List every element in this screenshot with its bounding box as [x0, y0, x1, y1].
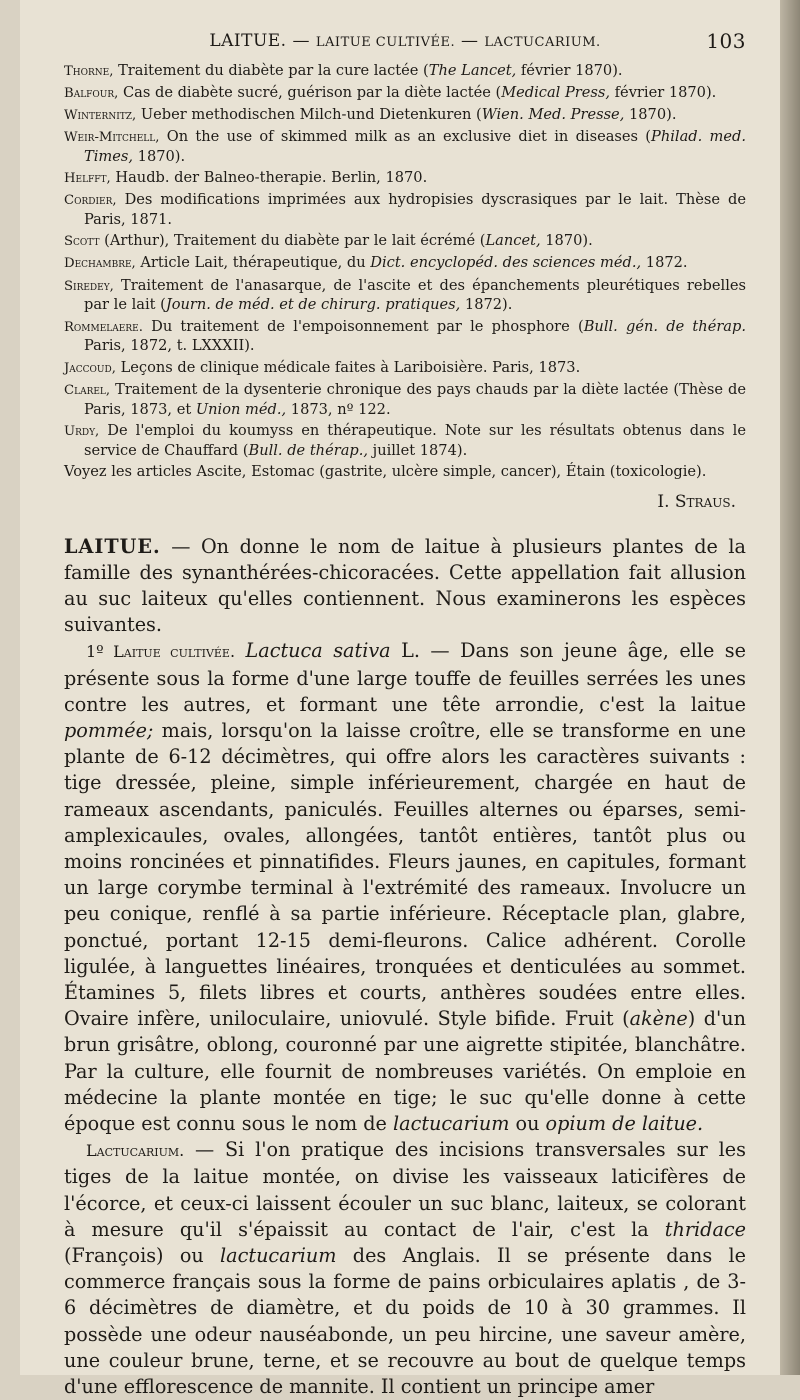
- italic-term: akène: [629, 1007, 688, 1031]
- author-signature: I. Straus.: [657, 491, 736, 512]
- entry-text: Traitement de l'anasarque, de l'ascite et des épanchements pleurétiques rebelles par le lait (: [84, 276, 746, 314]
- bibliography-entry: [64, 169, 746, 189]
- section-lead: Lactucarium.: [86, 1141, 185, 1161]
- article-body: [64, 534, 746, 1400]
- header-right: LACTUCARIUM.: [484, 35, 601, 50]
- entry-source: Bull. gén. de thérap.: [583, 317, 746, 335]
- entry-author: Balfour,: [64, 86, 119, 102]
- header-sep: —: [292, 31, 310, 51]
- entry-tail: juillet 1874).: [368, 441, 468, 459]
- entry-source: Medical Press,: [501, 84, 611, 102]
- entry-source: Lancet,: [485, 232, 541, 250]
- intro-text: — On donne le nom de laitue à plusieurs plantes de la famille des synanthérées-chicoracées. Cette appellation fait allusion au suc laiteux qu'elles contiennent. Nous examinerons les espèces suivantes.: [64, 534, 746, 637]
- bibliography-entry: [64, 463, 746, 482]
- entry-source: The Lancet,: [428, 62, 517, 79]
- entry-text: Traitement du diabète par la cure lactée (: [113, 62, 429, 79]
- entry-text: Traitement de la dysenterie chronique des pays chauds par la diète lactée (Thèse de Paris, 1873, et: [84, 380, 746, 418]
- entry-tail: 1872.: [641, 254, 688, 272]
- entry-source: Bull. de thérap.,: [248, 441, 369, 459]
- entry-source: Journ. de méd. et de chirurg. pratiques,: [165, 296, 461, 314]
- entry-author: Urdy,: [64, 423, 100, 439]
- text-run: des Anglais. Il se présente dans le commerce français sous la forme de pains orbiculaires aplatis , de 3-6 décimètres de diamètre, et du poids de 10 à 30 grammes. Il possède une odeur nauséabonde, un peu hircine, une saveur amère, une couleur brune, terne, et se recouvre au bout de quelque temps d'une efflorescence de mannite. Il contient un principe amer: [64, 1244, 746, 1399]
- italic-term: lactucarium: [220, 1244, 337, 1268]
- bibliography-entry: [64, 191, 746, 230]
- bibliography-entry: [64, 62, 746, 82]
- entry-tail: février 1870).: [610, 84, 717, 102]
- bibliography-entry: [64, 318, 746, 357]
- entry-tail: 1872).: [460, 296, 513, 314]
- italic-term: opium de laitue.: [545, 1112, 704, 1136]
- entry-text: Haudb. der Balneo-therapie. Berlin, 1870.: [110, 169, 428, 187]
- text-run: (François) ou: [64, 1244, 221, 1268]
- entry-tail: février 1870).: [516, 62, 623, 79]
- bibliography-entry: [64, 254, 746, 274]
- entry-tail: Paris, 1872, t. LXXXII).: [84, 337, 255, 355]
- running-head: [64, 24, 746, 58]
- bibliography-entry: [64, 84, 746, 104]
- bibliography-entry: [64, 381, 746, 420]
- page-edge-shadow: [780, 0, 800, 1375]
- entry-tail: 1870).: [540, 232, 593, 250]
- section-lead: 1º Laitue cultivée.: [86, 642, 236, 662]
- text-run: ou: [509, 1112, 546, 1136]
- bibliography: [64, 62, 746, 482]
- entry-source: Philad. med. Times,: [84, 128, 746, 166]
- entry-source: Dict. encyclopéd. des sciences méd.,: [370, 254, 642, 272]
- italic-term: lactucarium: [393, 1112, 510, 1136]
- entry-text: Des modifications imprimées aux hydropisies dyscrasiques par le lait. Thèse de Paris, 1871.: [84, 191, 746, 229]
- entry-text: Article Lait, thérapeutique, du: [135, 254, 371, 272]
- entry-author: Jaccoud,: [64, 360, 116, 376]
- entry-author: Siredey,: [64, 278, 114, 294]
- entry-text: Voyez les articles Ascite, Estomac (gastrite, ulcère simple, cancer), Étain (toxicologie).: [64, 462, 707, 480]
- bibliography-entry: [64, 359, 746, 379]
- header-left: LAITUE.: [209, 31, 287, 51]
- entry-author: Scott: [64, 234, 100, 250]
- paragraph-laitue-cultivee: [64, 638, 746, 1137]
- entry-author: Rommelaere.: [64, 319, 143, 335]
- entry-text: De l'emploi du koumyss en thérapeutique. Note sur les résultats obtenus dans le service de Chauffard (: [84, 421, 746, 459]
- entry-author: Thorne,: [64, 64, 114, 79]
- entry-author: Weir-Mitchell,: [64, 130, 160, 146]
- bibliography-entry: [64, 422, 746, 461]
- entry-author: Clarel,: [64, 382, 111, 398]
- bibliography-entry: [64, 277, 746, 316]
- entry-author: Winternitz,: [64, 108, 137, 124]
- entry-author: Dechambre,: [64, 256, 136, 272]
- entry-tail: 1873, nº 122.: [286, 400, 391, 418]
- text-run: mais, lorsqu'on la laisse croître, elle se transforme en une plante de 6-12 décimètres, qui offre alors les caractères suivants : tige dressée, pleine, simple inférieurement, chargée en haut de rameaux ascendants, paniculés. Feuilles alternes ou éparses, semi-amplexicaules, ovales, allongées, tantôt entières, tantôt plus ou moins roncinées et pinnatifides. Fleurs jaunes, en capitules, formant un large corymbe terminal à l'extrémité des rameaux. Involucre un peu conique, renflé à sa partie inférieure. Réceptacle plan, glabre, ponctué, portant 12-15 demi-fleurons. Calice adhérent. Corolle ligulée, à languettes linéaires, tronquées et denticulées au sommet. Étamines 5, filets libres et courts, anthères soudées entre elles. Ovaire infère, uniloculaire, uniovulé. Style bifide. Fruit (: [64, 718, 746, 1031]
- italic-term: thridace: [664, 1217, 746, 1241]
- italic-term: pommée;: [64, 718, 154, 742]
- entry-author: Helfft,: [64, 171, 111, 187]
- latin-name: Lactuca sativa: [245, 639, 391, 663]
- article-intro: [64, 534, 746, 639]
- text-run: — Si l'on pratique des incisions transversales sur les tiges de la laitue montée, on divise les vaisseaux laticifères de l'écorce, et ceux-ci laissent écouler un suc blanc, laiteux, se colorant à mesure qu'il s'épaissit au contact de l'air, c'est la: [64, 1138, 746, 1241]
- entry-text: On the use of skimmed milk as an exclusive diet in diseases (: [159, 128, 652, 146]
- entry-text: Ueber methodischen Milch-und Dietenkuren (: [136, 106, 482, 124]
- entry-author: Cordier,: [64, 193, 117, 209]
- page-number: 103: [706, 29, 746, 53]
- headword: LAITUE.: [64, 534, 161, 558]
- entry-tail: 1870).: [133, 148, 186, 166]
- bibliography-entry: [64, 106, 746, 126]
- entry-text: Cas de diabète sucré, guérison par la diète lactée (: [118, 84, 502, 102]
- entry-source: Wien. Med. Presse,: [481, 106, 625, 124]
- bibliography-entry: [64, 232, 746, 252]
- entry-tail: 1870).: [624, 106, 677, 124]
- header-middle: LAITUE CULTIVÉE.: [315, 35, 456, 50]
- entry-text: Du traitement de l'empoisonnement par le phosphore (: [142, 317, 584, 335]
- entry-source: Union méd.,: [195, 400, 287, 418]
- text-run: ) d'un brun grisâtre, oblong, couronné par une aigrette stipitée, blanchâtre. Par la culture, elle fournit de nombreuses variétés. On emploie en médecine la plante montée en tige; le suc qu'elle donne à cette époque est connu sous le nom de: [64, 1007, 747, 1136]
- text-run: L. — Dans son jeune âge, elle se présente sous la forme d'une large touffe de feuilles serrées les unes contre les autres, et formant une tête arrondie, c'est la laitue: [64, 639, 746, 716]
- bibliography-entry: [64, 128, 746, 167]
- header-sep: —: [461, 31, 479, 51]
- paragraph-lactucarium: [64, 1137, 746, 1400]
- entry-text: Leçons de clinique médicale faites à Lariboisière. Paris, 1873.: [115, 358, 581, 376]
- book-page: [20, 0, 780, 1399]
- entry-text: (Arthur), Traitement du diabète par le lait écrémé (: [99, 232, 486, 250]
